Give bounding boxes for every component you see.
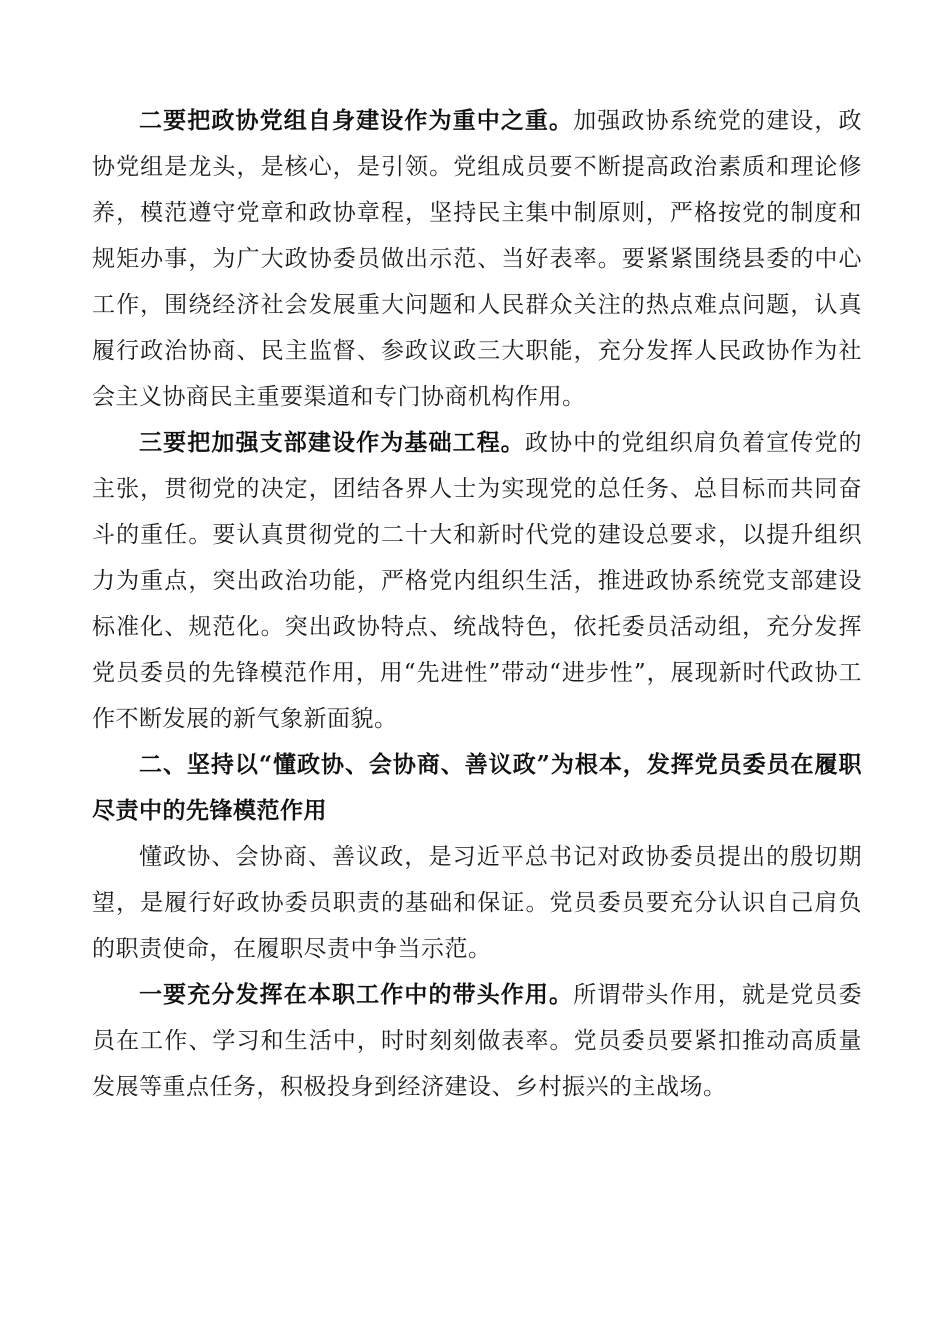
paragraph-lead: 一要充分发挥在本职工作中的带头作用。 — [139, 981, 574, 1008]
paragraph-lead: 二要把政协党组自身建设作为重中之重。 — [139, 107, 574, 134]
paragraph-party-group-building — [92, 98, 862, 420]
document-body — [92, 98, 862, 1110]
paragraph-lead: 三要把加强支部建设作为基础工程。 — [139, 429, 525, 456]
paragraph-leading-role — [92, 972, 862, 1110]
paragraph-body: 政协中的党组织肩负着宣传党的主张，贯彻党的决定，团结各界人士为实现党的总任务、总目标而共同奋斗的重任。要认真贯彻党的二十大和新时代党的建设总要求，以提升组织力为重点，突出政治功能，严格党内组织生活，推进政协系统党支部建设标准化、规范化。突出政协特点、统战特色，依托委员活动组，充分发挥党员委员的先锋模范作用，用“先进性”带动“进步性”，展现新时代政协工作不断发展的新气象新面貌。 — [92, 430, 863, 732]
section-heading: 二、坚持以“懂政协、会协商、善议政”为根本，发挥党员委员在履职尽责中的先锋模范作用 — [92, 751, 862, 824]
paragraph-body: 所谓带头作用，就是党员委员在工作、学习和生活中，时时刻刻做表率。党员委员要紧扣推动高质量发展等重点任务，积极投身到经济建设、乡村振兴的主战场。 — [92, 982, 863, 1100]
paragraph-body: 加强政协系统党的建设，政协党组是龙头，是核心，是引领。党组成员要不断提高政治素质和理论修养，模范遵守党章和政协章程，坚持民主集中制原则，严格按党的制度和规矩办事，为广大政协委员做出示范、当好表率。要紧紧围绕县委的中心工作，围绕经济社会发展重大问题和人民群众关注的热点难点问题，认真履行政治协商、民主监督、参政议政三大职能，充分发挥人民政协作为社会主义协商民主重要渠道和专门协商机构作用。 — [92, 108, 863, 410]
section-intro-paragraph: 懂政协、会协商、善议政，是习近平总书记对政协委员提出的殷切期望，是履行好政协委员职责的基础和保证。党员委员要充分认识自己肩负的职责使命，在履职尽责中争当示范。 — [92, 844, 862, 962]
paragraph-branch-building — [92, 420, 862, 742]
